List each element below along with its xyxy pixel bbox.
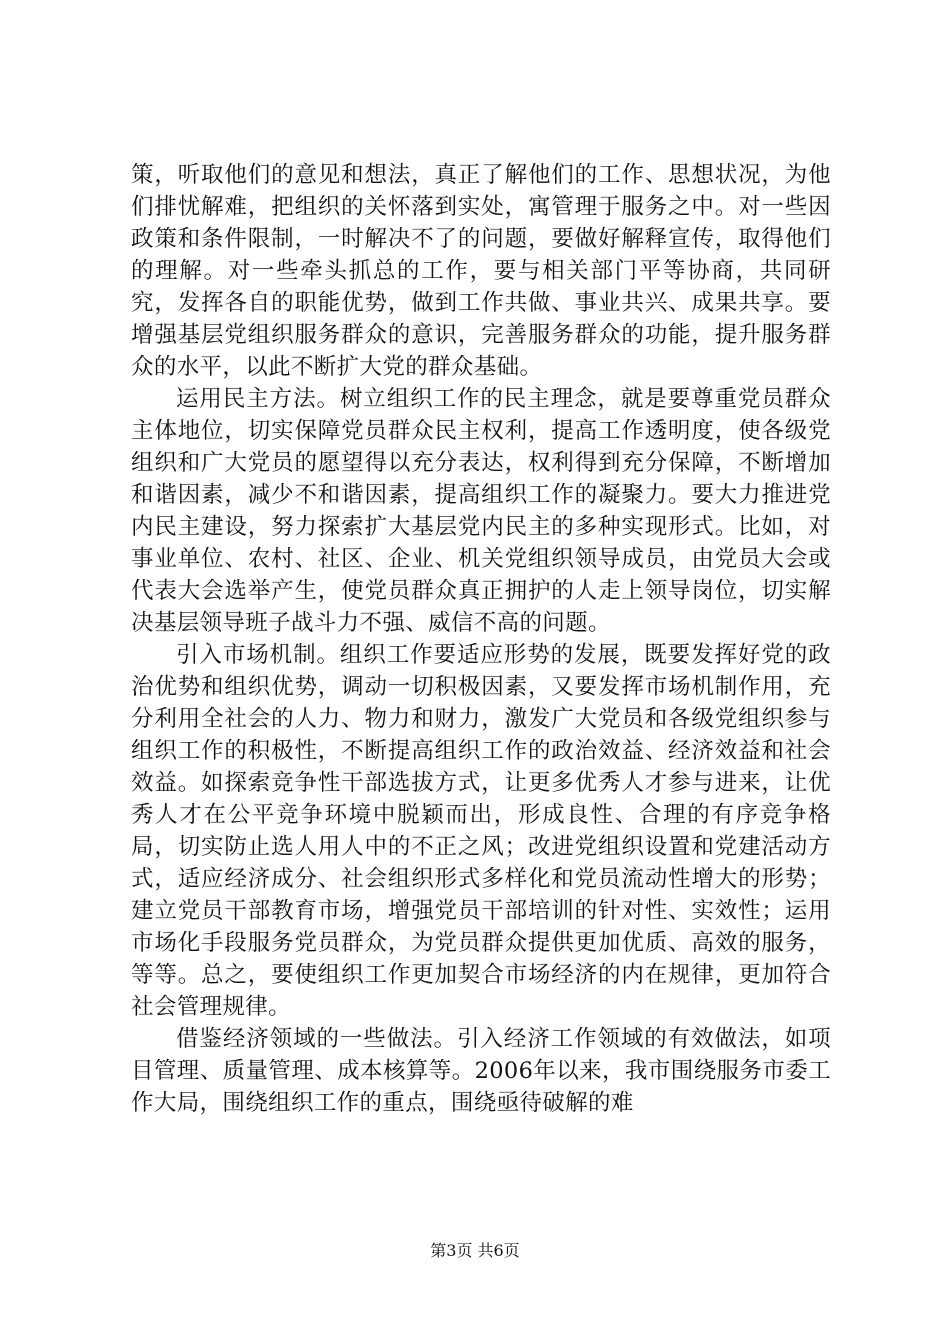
paragraph-market-mechanism: 引入市场机制。组织工作要适应形势的发展，既要发挥好党的政治优势和组织优势，调动一切积极因素，又要发挥市场机制作用，充分利用全社会的人力、物力和财力，激发广大党员和各级党组织参与组织工作的积极性，不断提高组织工作的政治效益、经济效益和社会效益。如探索竞争性干部选拔方式，让更多优秀人才参与进来，让优秀人才在公平竞争环境中脱颖而出，形成良性、合理的有序竞争格局，切实防止选人用人中的不正之风；改进党组织设置和党建活动方式，适应经济成分、社会组织形式多样化和党员流动性增大的形势；建立党员干部教育市场，增强党员干部培训的针对性、实效性；运用市场化手段服务党员群众，为党员群众提供更加优质、高效的服务，等等。总之，要使组织工作更加契合市场经济的内在规律，更加符合社会管理规律。 [131,642,831,1020]
paragraph-economic-practices: 借鉴经济领域的一些做法。引入经济工作领域的有效做法，如项目管理、质量管理、成本核算等。2006年以来，我市围绕服务市委工作大局，围绕组织工作的重点，围绕亟待破解的难 [131,1026,831,1116]
paragraph-democratic-methods: 运用民主方法。树立组织工作的民主理念，就是要尊重党员群众主体地位，切实保障党员群众民主权利，提高工作透明度，使各级党组织和广大党员的愿望得以充分表达，权利得到充分保障，不断增加和谐因素，减少不和谐因素，提高组织工作的凝聚力。要大力推进党内民主建设，努力探索扩大基层党内民主的多种实现形式。比如，对事业单位、农村、社区、企业、机关党组织领导成员，由党员大会或代表大会选举产生，使党员群众真正拥护的人走上领导岗位，切实解决基层领导班子战斗力不强、威信不高的问题。 [131,386,831,636]
document-body [131,159,831,1119]
paragraph-continuation: 策，听取他们的意见和想法，真正了解他们的工作、思想状况，为他们排忧解难，把组织的关怀落到实处，寓管理于服务之中。对一些因政策和条件限制，一时解决不了的问题，要做好解释宣传，取得他们的理解。对一些牵头抓总的工作，要与相关部门平等协商，共同研究，发挥各自的职能优势，做到工作共做、事业共兴、成果共享。要增强基层党组织服务群众的意识，完善服务群众的功能，提升服务群众的水平，以此不断扩大党的群众基础。 [131,162,831,380]
page-number-footer: 第3页 共6页 [430,1241,520,1260]
